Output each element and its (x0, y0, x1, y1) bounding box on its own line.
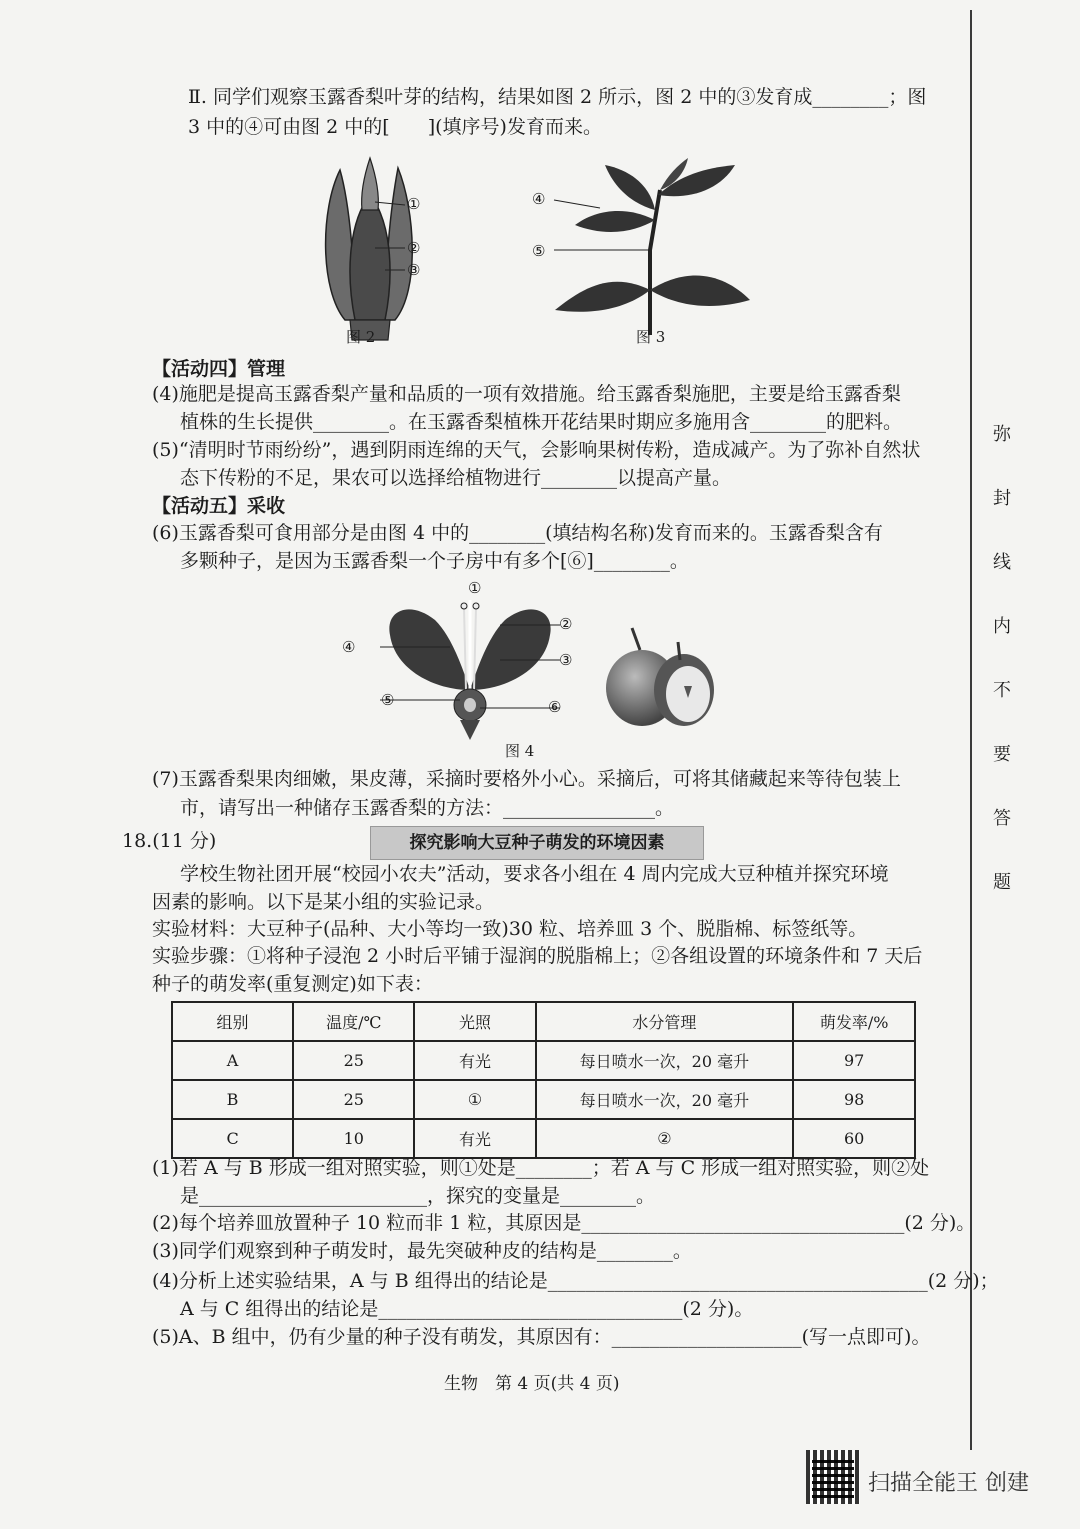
table-row (172, 1080, 915, 1119)
seal-char: 弥 (993, 424, 1011, 445)
table-cell: 98 (793, 1080, 915, 1119)
q4-line2: 植株的生长提供________。在玉露香梨植株开花结果时期应多施用含________的肥料。 (180, 411, 903, 433)
table-cell: C (172, 1119, 293, 1158)
fig4-label-4: ④ (342, 638, 356, 656)
q18-intro-line2: 因素的影响。以下是某小组的实验记录。 (152, 891, 495, 913)
table-row (172, 1119, 915, 1158)
q18-sub4-line1: (4)分析上述实验结果，A 与 B 组得出的结论是________________________________________(2 分)； (152, 1270, 999, 1292)
q18-sub2: (2)每个培养皿放置种子 10 粒而非 1 粒，其原因是__________________________________(2 分)。 (152, 1212, 976, 1234)
activity5-heading: 【活动五】采收 (152, 495, 286, 517)
fig3-caption: 图 3 (636, 328, 666, 346)
scanner-watermark: 扫描全能王 创建 (868, 1471, 1029, 1496)
col-header-germination-rate: 萌发率/% (793, 1002, 915, 1041)
q5-line1: (5)“清明时节雨纷纷”，遇到阴雨连绵的天气，会影响果树传粉，造成减产。为了弥补自然状 (152, 439, 921, 461)
q6-line1: (6)玉露香梨可食用部分是由图 4 中的________(填结构名称)发育而来的。玉露香梨含有 (152, 522, 883, 544)
experiment-table (171, 1001, 916, 1159)
q4-line1: (4)施肥是提高玉露香梨产量和品质的一项有效措施。给玉露香梨施肥，主要是给玉露香梨 (152, 383, 901, 405)
table-cell: ② (536, 1119, 794, 1158)
col-header-water: 水分管理 (536, 1002, 794, 1041)
q5-line2: 态下传粉的不足，果农可以选择给植物进行________以提高产量。 (180, 467, 732, 489)
page-footer: 生物 第 4 页(共 4 页) (444, 1374, 620, 1394)
table-cell: 有光 (414, 1041, 535, 1080)
table-cell: 每日喷水一次，20 毫升 (536, 1041, 794, 1080)
fig3-label-4: ④ (532, 190, 546, 208)
fig4-label-1: ① (468, 579, 482, 597)
q18-intro-line1: 学校生物社团开展“校园小农夫”活动，要求各小组在 4 周内完成大豆种植并探究环境 (180, 863, 889, 885)
fig2-label-1: ① (407, 195, 421, 213)
figure-3-shoot (540, 150, 760, 340)
seal-char: 题 (993, 872, 1011, 893)
fig4-label-6: ⑥ (548, 698, 562, 716)
fig2-caption: 图 2 (346, 328, 376, 346)
seal-char: 答 (993, 808, 1011, 829)
fig2-label-2: ② (407, 239, 421, 257)
fig4-label-5: ⑤ (381, 691, 395, 709)
pear-illustration (602, 620, 722, 730)
q18-sub1-line2: 是________________________，探究的变量是________。 (180, 1185, 656, 1207)
q18-number: 18.(11 分) (122, 830, 217, 852)
seal-char: 要 (993, 744, 1011, 765)
table-cell: 60 (793, 1119, 915, 1158)
table-cell: A (172, 1041, 293, 1080)
fig4-label-2: ② (559, 615, 573, 633)
table-cell: B (172, 1080, 293, 1119)
q18-topic-banner: 探究影响大豆种子萌发的环境因素 (370, 826, 704, 860)
fig4-label-3: ③ (559, 651, 573, 669)
q7-line2: 市，请写出一种储存玉露香梨的方法：________________。 (180, 797, 675, 819)
seal-char: 不 (993, 680, 1011, 701)
seal-char: 封 (993, 488, 1011, 509)
q18-sub4-line2: A 与 C 组得出的结论是________________________________(2 分)。 (180, 1298, 754, 1320)
figure-4-flower-section (380, 590, 560, 740)
q17-part2-line1: Ⅱ. 同学们观察玉露香梨叶芽的结构，结果如图 2 所示，图 2 中的③发育成________；图 (188, 86, 927, 108)
table-cell: 25 (293, 1080, 414, 1119)
q18-sub5: (5)A、B 组中，仍有少量的种子没有萌发，其原因有：____________________(写一点即可)。 (152, 1326, 931, 1348)
table-cell: 25 (293, 1041, 414, 1080)
q18-sub1-line1: (1)若 A 与 B 形成一组对照实验，则①处是________；若 A 与 C 形成一组对照实验，则②处 (152, 1157, 930, 1179)
col-header-light: 光照 (414, 1002, 535, 1041)
qr-code-pattern (812, 1456, 854, 1498)
table-cell: 97 (793, 1041, 915, 1080)
seal-char: 线 (993, 552, 1011, 573)
binding-line (970, 10, 972, 1450)
seal-line-notice (982, 420, 1022, 932)
col-header-temperature: 温度/℃ (293, 1002, 414, 1041)
q17-part2-line2: 3 中的④可由图 2 中的[ ](填序号)发育而来。 (188, 116, 602, 138)
fig3-label-5: ⑤ (532, 242, 546, 260)
q6-line2: 多颗种子，是因为玉露香梨一个子房中有多个[⑥]________。 (180, 550, 689, 572)
q18-steps-line2: 种子的萌发率(重复测定)如下表： (152, 973, 433, 995)
q18-steps-line1: 实验步骤：①将种子浸泡 2 小时后平铺于湿润的脱脂棉上；②各组设置的环境条件和 7 天后 (152, 945, 923, 967)
fig4-caption: 图 4 (505, 742, 535, 760)
table-cell: ① (414, 1080, 535, 1119)
table-cell: 10 (293, 1119, 414, 1158)
fig2-label-3: ③ (407, 261, 421, 279)
q18-materials: 实验材料：大豆种子(品种、大小等均一致)30 粒、培养皿 3 个、脱脂棉、标签纸等。 (152, 918, 868, 940)
seal-char: 内 (993, 616, 1011, 637)
table-row (172, 1041, 915, 1080)
table-cell: 有光 (414, 1119, 535, 1158)
col-header-group: 组别 (172, 1002, 293, 1041)
q18-sub3: (3)同学们观察到种子萌发时，最先突破种皮的结构是________。 (152, 1240, 692, 1262)
table-header-row (172, 1002, 915, 1041)
q7-line1: (7)玉露香梨果肉细嫩，果皮薄，采摘时要格外小心。采摘后，可将其储藏起来等待包装上 (152, 768, 901, 790)
activity4-heading: 【活动四】管理 (152, 358, 286, 380)
table-cell: 每日喷水一次，20 毫升 (536, 1080, 794, 1119)
